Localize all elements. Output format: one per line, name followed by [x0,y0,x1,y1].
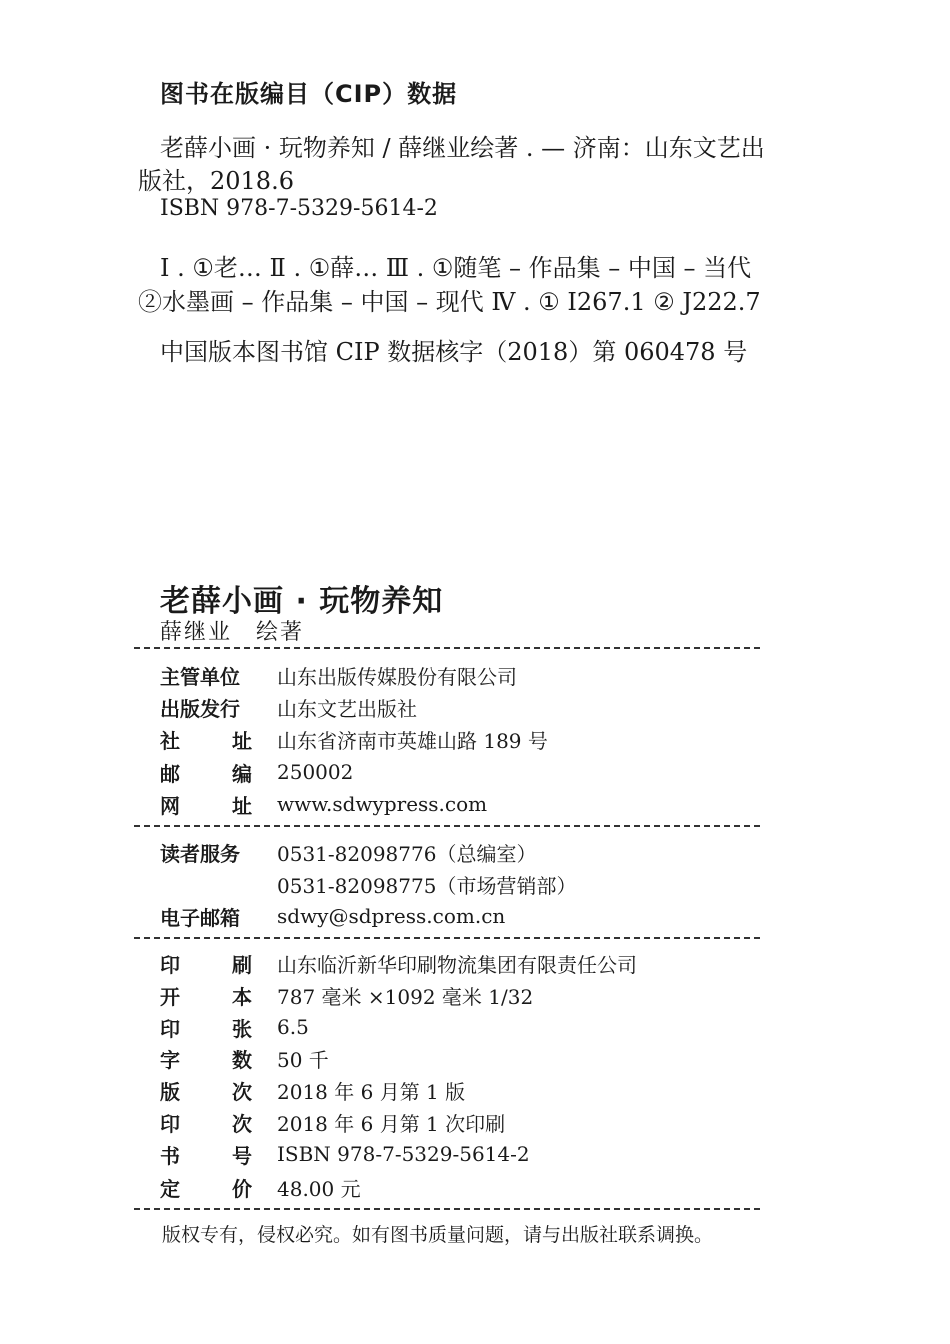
cip-description-line-1: 老薛小画 · 玩物养知 / 薛继业绘著 . — 济南：山东文艺出 [160,134,765,162]
row-label: 印 刷 [160,952,252,977]
row-label: 电子邮箱 [160,905,240,930]
colophon-row [160,869,576,899]
row-label: 字 数 [160,1047,252,1072]
row-label: 社 址 [160,728,252,753]
email-link[interactable]: sdwy@sdpress.com.cn [277,904,506,928]
row-label: 出版发行 [160,696,240,721]
colophon-row [160,789,487,819]
row-value: 787 毫米 ×1092 毫米 1/32 [277,984,534,1009]
row-label: 开 本 [160,984,252,1009]
row-label: 网 址 [160,793,252,818]
colophon-row [160,1043,329,1073]
colophon-row [160,948,637,978]
row-value: 0531-82098775（市场营销部） [277,873,577,898]
row-label: 邮 编 [160,761,252,786]
row-value: 50 千 [277,1047,329,1072]
row-value: 山东出版传媒股份有限公司 [277,664,517,689]
cip-description-line-2: 版社，2018.6 [138,167,294,195]
cip-classification-line-2: ②水墨画 – 作品集 – 中国 – 现代 Ⅳ . ① I267.1 ② J222.7 [138,288,761,316]
book-title: 老薛小画 · 玩物养知 [160,584,444,619]
row-label: 书 号 [160,1143,252,1168]
row-label: 版 次 [160,1079,252,1104]
colophon-row [160,1172,361,1202]
row-value: 山东临沂新华印刷物流集团有限责任公司 [277,952,637,977]
row-value: 250002 [277,760,354,784]
row-label: 印 次 [160,1111,252,1136]
divider-2 [134,825,760,827]
website-link[interactable]: www.sdwypress.com [277,792,488,816]
colophon-row [160,901,505,931]
row-value: 山东文艺出版社 [277,696,417,721]
row-value: 山东省济南市英雄山路 189 号 [277,728,548,753]
row-value: 0531-82098776（总编室） [277,841,537,866]
divider-1 [134,647,760,649]
colophon-row [160,1107,505,1137]
row-value: 2018 年 6 月第 1 版 [277,1079,466,1104]
divider-3 [134,937,760,939]
divider-4 [134,1208,760,1210]
cip-record-number: 中国版本图书馆 CIP 数据核字（2018）第 060478 号 [160,338,748,366]
cip-classification-line-1: Ⅰ . ①老… Ⅱ . ①薛… Ⅲ . ①随笔 – 作品集 – 中国 – 当代 [160,254,752,282]
row-value: ISBN 978-7-5329-5614-2 [277,1142,530,1166]
book-author: 薛继业 绘著 [160,620,305,645]
copyright-notice: 版权专有，侵权必究。如有图书质量问题，请与出版社联系调换。 [162,1224,714,1246]
row-value: 6.5 [277,1015,309,1039]
cip-heading: 图书在版编目（CIP）数据 [160,80,458,108]
colophon-row [160,1075,465,1105]
colophon-row [160,757,353,787]
row-label: 主管单位 [160,664,240,689]
colophon-row [160,980,533,1010]
row-label: 定 价 [160,1176,252,1201]
row-value: 2018 年 6 月第 1 次印刷 [277,1111,506,1136]
row-label: 印 张 [160,1016,252,1041]
cip-isbn: ISBN 978-7-5329-5614-2 [160,196,438,221]
colophon-row [160,837,536,867]
colophon-row [160,1012,309,1042]
colophon-row [160,692,417,722]
colophon-row [160,660,517,690]
row-label: 读者服务 [160,841,240,866]
colophon-row [160,724,548,754]
colophon-row [160,1139,530,1169]
row-value: 48.00 元 [277,1176,361,1201]
